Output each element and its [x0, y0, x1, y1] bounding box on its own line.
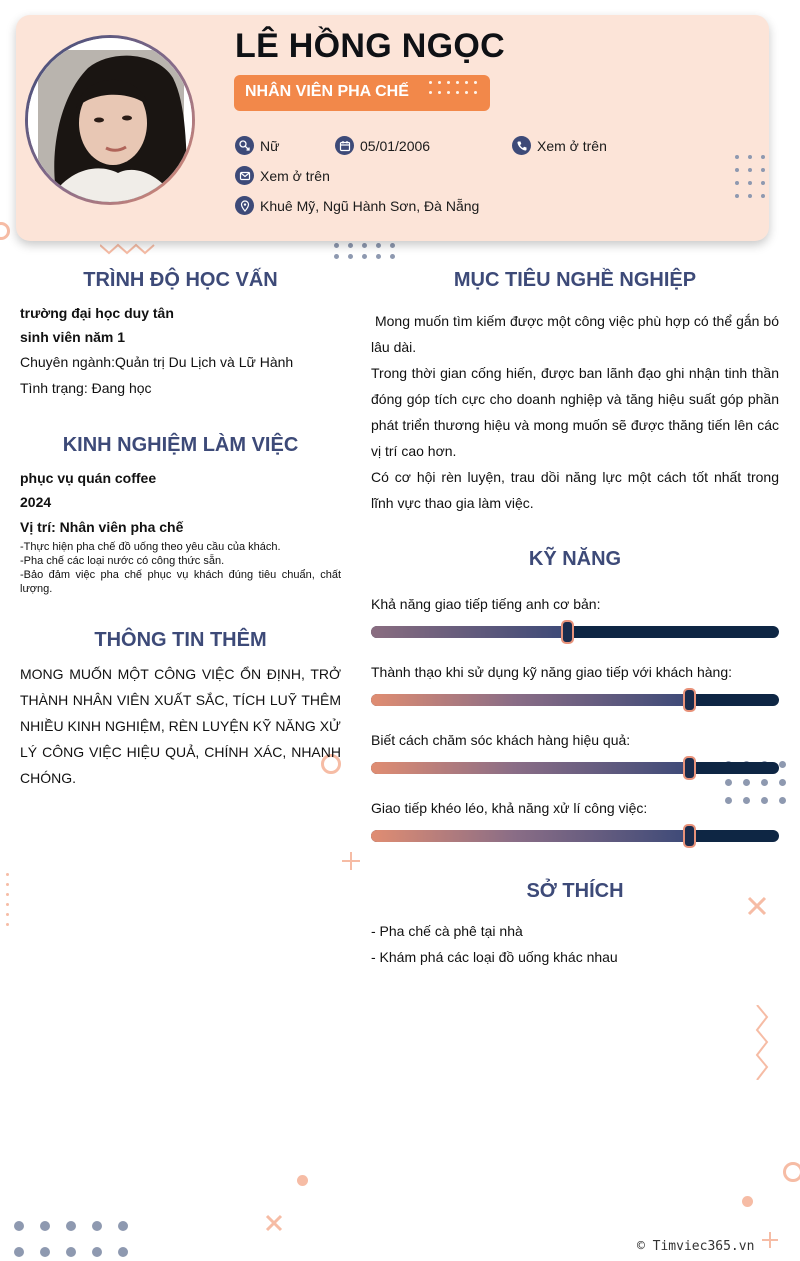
- experience-duty: -Pha chế các loại nước có công thức sẵn.: [20, 555, 225, 567]
- education-major: Chuyên ngành:Quản trị Du Lịch và Lữ Hành: [20, 354, 294, 370]
- deco-zigzag-top: [100, 243, 155, 255]
- phone-value: Xem ở trên: [537, 137, 607, 154]
- badge-dots: [429, 81, 477, 94]
- gender-row: [235, 136, 279, 155]
- gender-value: Nữ: [260, 137, 280, 154]
- experience-company: phục vụ quán coffee: [20, 470, 157, 486]
- experience-duty: -Thực hiện pha chế đồ uống theo yêu cầu của khách.: [20, 541, 281, 553]
- birthdate-row: [335, 136, 430, 155]
- skill-knob: [683, 688, 696, 712]
- deco-plus-bottom: [762, 1232, 778, 1248]
- email-value: Xem ở trên: [260, 167, 330, 184]
- skill-bar: [371, 626, 779, 638]
- skill-knob: [561, 620, 574, 644]
- skills-title: KỸ NĂNG: [528, 548, 622, 570]
- address-value: Khuê Mỹ, Ngũ Hành Sơn, Đà Nẵng: [260, 197, 480, 214]
- deco-dot-bottom-2: [742, 1196, 753, 1207]
- experience-duty: -Bảo đảm việc pha chế phục vụ khách đúng tiêu chuẩn, chất lượng.: [20, 569, 341, 595]
- job-title: NHÂN VIÊN PHA CHẾ: [245, 83, 409, 100]
- skill-label: Khả năng giao tiếp tiếng anh cơ bản:: [371, 596, 601, 612]
- skill-bar: [371, 694, 779, 706]
- skill-fill: [371, 626, 567, 638]
- skill-knob: [683, 756, 696, 780]
- education-status: Tình trạng: Đang học: [20, 380, 152, 396]
- avatar: [25, 35, 195, 205]
- location-pin-icon: [235, 196, 254, 215]
- phone-row: [512, 136, 607, 155]
- calendar-icon: [335, 136, 354, 155]
- extra-info-title: THÔNG TIN THÊM: [94, 629, 267, 651]
- hobby-item: - Pha chế cà phê tại nhà: [371, 923, 523, 939]
- job-title-badge: [234, 75, 490, 111]
- objective-paragraph: Trong thời gian cống hiến, được ban lãnh đạo ghi nhận tinh thần đóng góp tích cực cho doanh nghiệp và tăng hiệu suất góp phần phát triển thương hiệu và mong muốn sẽ được thăng tiến lên các vị trí cao hơn.: [371, 365, 779, 459]
- extra-info-text: MONG MUỐN MỘT CÔNG VIỆC ỔN ĐỊNH, TRỞ THÀNH NHÂN VIÊN XUẤT SẮC, TÍCH LUỸ THÊM NHIỀU KINH NGHIỆM, RÈN LUYỆN KỸ NĂNG XỬ LÝ CÔNG VIỆC HIỆU QUẢ, CHÍNH XÁC, NHANH CHÓNG.: [20, 666, 341, 786]
- phone-icon: [512, 136, 531, 155]
- deco-dots-bottom-left: [14, 1221, 128, 1257]
- candidate-name: LÊ HỒNG NGỌC: [235, 27, 505, 65]
- education-title: TRÌNH ĐỘ HỌC VẤN: [83, 269, 278, 291]
- address-row: [235, 196, 479, 215]
- skill-knob: [683, 824, 696, 848]
- deco-dots-left-column: [6, 873, 9, 926]
- email-row: [235, 166, 330, 185]
- deco-zigzag-right: [755, 1005, 769, 1080]
- deco-dot-bottom-1: [297, 1175, 308, 1186]
- experience-title: KINH NGHIỆM LÀM VIỆC: [62, 434, 299, 456]
- experience-position: Vị trí: Nhân viên pha chế: [20, 519, 184, 535]
- objective-paragraph: Có cơ hội rèn luyện, trau dồi năng lực một cách tốt nhất trong lĩnh vực thao gia làm việc.: [371, 469, 779, 511]
- skill-fill: [371, 830, 689, 842]
- objective-title: MỤC TIÊU NGHỀ NGHIỆP: [453, 269, 697, 291]
- copyright: © Timviec365.vn: [637, 1239, 755, 1254]
- hobbies-title: SỞ THÍCH: [526, 880, 624, 902]
- avatar-photo: [28, 38, 192, 202]
- skill-label: Biết cách chăm sóc khách hàng hiệu quả:: [371, 732, 631, 748]
- deco-plus-mid: [342, 852, 360, 870]
- objective-paragraph: Mong muốn tìm kiếm được một công việc phù hợp có thể gắn bó lâu dài.: [371, 313, 783, 355]
- education-school: trường đại học duy tân: [20, 305, 174, 321]
- experience-year: 2024: [20, 494, 52, 510]
- birthdate-value: 05/01/2006: [360, 137, 431, 154]
- hobby-item: - Khám phá các loại đồ uống khác nhau: [371, 949, 618, 965]
- deco-ring-bottom-right: [783, 1162, 800, 1182]
- deco-x-bottom: [265, 1214, 283, 1232]
- skill-fill: [371, 762, 689, 774]
- skill-bar: [371, 762, 779, 774]
- education-year: sinh viên năm 1: [20, 329, 126, 345]
- skill-label: Thành thạo khi sử dụng kỹ năng giao tiếp với khách hàng:: [371, 664, 733, 680]
- skill-bar: [371, 830, 779, 842]
- skill-label: Giao tiếp khéo léo, khả năng xử lí công việc:: [371, 800, 648, 816]
- skill-fill: [371, 694, 689, 706]
- deco-ring-left: [0, 222, 10, 240]
- deco-dots-header: [735, 155, 765, 198]
- gender-icon: [235, 136, 254, 155]
- mail-icon: [235, 166, 254, 185]
